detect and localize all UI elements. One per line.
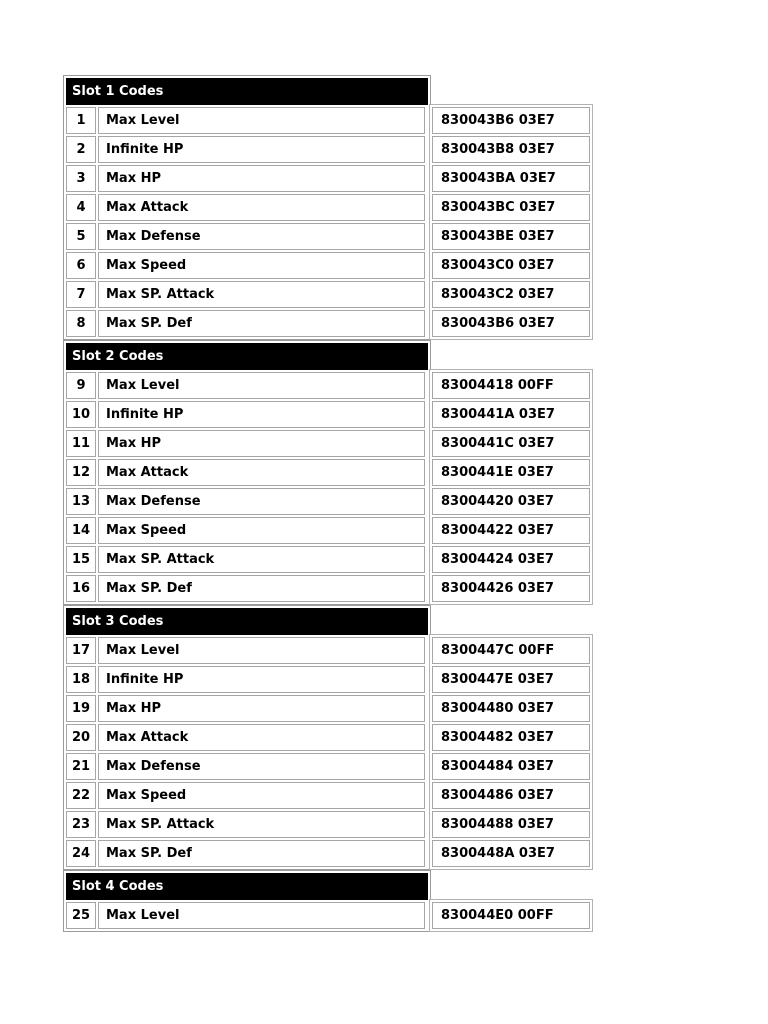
slot-section — [63, 75, 663, 340]
row-code: 8300441C 03E7 — [432, 430, 590, 457]
row-label: Max SP. Def — [98, 840, 425, 867]
row-label: Max Defense — [98, 223, 425, 250]
row-number: 25 — [66, 902, 96, 929]
row-code: 830043BC 03E7 — [432, 194, 590, 221]
row-code: 830043B8 03E7 — [432, 136, 590, 163]
slot-left-table — [63, 605, 431, 870]
table-row — [66, 753, 428, 780]
row-number: 16 — [66, 575, 96, 602]
row-label: Max SP. Attack — [98, 811, 425, 838]
table-row — [66, 372, 428, 399]
row-label: Max HP — [98, 165, 425, 192]
slot-section — [63, 870, 663, 932]
row-number: 17 — [66, 637, 96, 664]
row-number: 9 — [66, 372, 96, 399]
slot-header: Slot 1 Codes — [66, 78, 428, 105]
table-row — [66, 517, 428, 544]
row-code: 83004486 03E7 — [432, 782, 590, 809]
table-row — [66, 488, 428, 515]
row-label: Infinite HP — [98, 401, 425, 428]
row-label: Max Level — [98, 637, 425, 664]
row-code: 83004488 03E7 — [432, 811, 590, 838]
row-number: 5 — [66, 223, 96, 250]
slot-section — [63, 340, 663, 605]
table-row — [66, 107, 428, 134]
row-code: 830044E0 00FF — [432, 902, 590, 929]
row-code: 830043BE 03E7 — [432, 223, 590, 250]
table-row — [66, 637, 428, 664]
row-number: 3 — [66, 165, 96, 192]
table-row — [66, 310, 428, 337]
row-label: Max Speed — [98, 252, 425, 279]
table-row — [66, 401, 428, 428]
row-label: Infinite HP — [98, 666, 425, 693]
row-label: Max SP. Def — [98, 575, 425, 602]
row-number: 1 — [66, 107, 96, 134]
row-code: 83004422 03E7 — [432, 517, 590, 544]
row-code: 830043C2 03E7 — [432, 281, 590, 308]
row-number: 19 — [66, 695, 96, 722]
row-number: 2 — [66, 136, 96, 163]
row-label: Max Attack — [98, 459, 425, 486]
slot-header: Slot 2 Codes — [66, 343, 428, 370]
row-label: Max HP — [98, 695, 425, 722]
row-code: 83004484 03E7 — [432, 753, 590, 780]
row-number: 12 — [66, 459, 96, 486]
row-label: Max SP. Attack — [98, 546, 425, 573]
row-number: 23 — [66, 811, 96, 838]
row-number: 11 — [66, 430, 96, 457]
row-number: 24 — [66, 840, 96, 867]
row-label: Max Attack — [98, 194, 425, 221]
slot-header: Slot 3 Codes — [66, 608, 428, 635]
row-label: Max Level — [98, 902, 425, 929]
row-number: 8 — [66, 310, 96, 337]
table-row — [66, 252, 428, 279]
slot-code-column — [429, 369, 593, 605]
row-code: 8300441E 03E7 — [432, 459, 590, 486]
row-code: 830043C0 03E7 — [432, 252, 590, 279]
row-code: 83004424 03E7 — [432, 546, 590, 573]
slot-section — [63, 605, 663, 870]
table-row — [66, 724, 428, 751]
table-row — [66, 546, 428, 573]
slot-code-column — [429, 634, 593, 870]
row-number: 21 — [66, 753, 96, 780]
row-number: 10 — [66, 401, 96, 428]
row-label: Max Defense — [98, 488, 425, 515]
row-label: Max SP. Attack — [98, 281, 425, 308]
table-row — [66, 430, 428, 457]
table-row — [66, 165, 428, 192]
row-code: 8300441A 03E7 — [432, 401, 590, 428]
row-number: 18 — [66, 666, 96, 693]
table-row — [66, 281, 428, 308]
slot-code-column — [429, 899, 593, 932]
row-label: Infinite HP — [98, 136, 425, 163]
row-label: Max Speed — [98, 517, 425, 544]
row-code: 83004426 03E7 — [432, 575, 590, 602]
table-row — [66, 666, 428, 693]
row-number: 6 — [66, 252, 96, 279]
row-code: 83004420 03E7 — [432, 488, 590, 515]
row-number: 14 — [66, 517, 96, 544]
table-row — [66, 695, 428, 722]
row-label: Max HP — [98, 430, 425, 457]
slot-code-column — [429, 104, 593, 340]
row-code: 83004480 03E7 — [432, 695, 590, 722]
table-row — [66, 223, 428, 250]
table-row — [66, 194, 428, 221]
row-label: Max Defense — [98, 753, 425, 780]
table-row — [66, 136, 428, 163]
table-row — [66, 902, 428, 929]
row-number: 22 — [66, 782, 96, 809]
slot-header: Slot 4 Codes — [66, 873, 428, 900]
row-number: 7 — [66, 281, 96, 308]
row-label: Max Attack — [98, 724, 425, 751]
slot-left-table — [63, 340, 431, 605]
row-label: Max Speed — [98, 782, 425, 809]
row-code: 83004418 00FF — [432, 372, 590, 399]
table-row — [66, 840, 428, 867]
row-code: 8300448A 03E7 — [432, 840, 590, 867]
row-code: 8300447E 03E7 — [432, 666, 590, 693]
table-row — [66, 782, 428, 809]
slot-left-table — [63, 870, 431, 932]
row-label: Max Level — [98, 107, 425, 134]
row-code: 830043B6 03E7 — [432, 107, 590, 134]
table-row — [66, 811, 428, 838]
table-row — [66, 459, 428, 486]
row-code: 8300447C 00FF — [432, 637, 590, 664]
row-number: 15 — [66, 546, 96, 573]
row-code: 830043BA 03E7 — [432, 165, 590, 192]
row-code: 830043B6 03E7 — [432, 310, 590, 337]
slot-left-table — [63, 75, 431, 340]
table-row — [66, 575, 428, 602]
row-number: 4 — [66, 194, 96, 221]
row-label: Max SP. Def — [98, 310, 425, 337]
row-number: 20 — [66, 724, 96, 751]
cheat-code-tables — [63, 75, 663, 932]
row-number: 13 — [66, 488, 96, 515]
row-label: Max Level — [98, 372, 425, 399]
row-code: 83004482 03E7 — [432, 724, 590, 751]
